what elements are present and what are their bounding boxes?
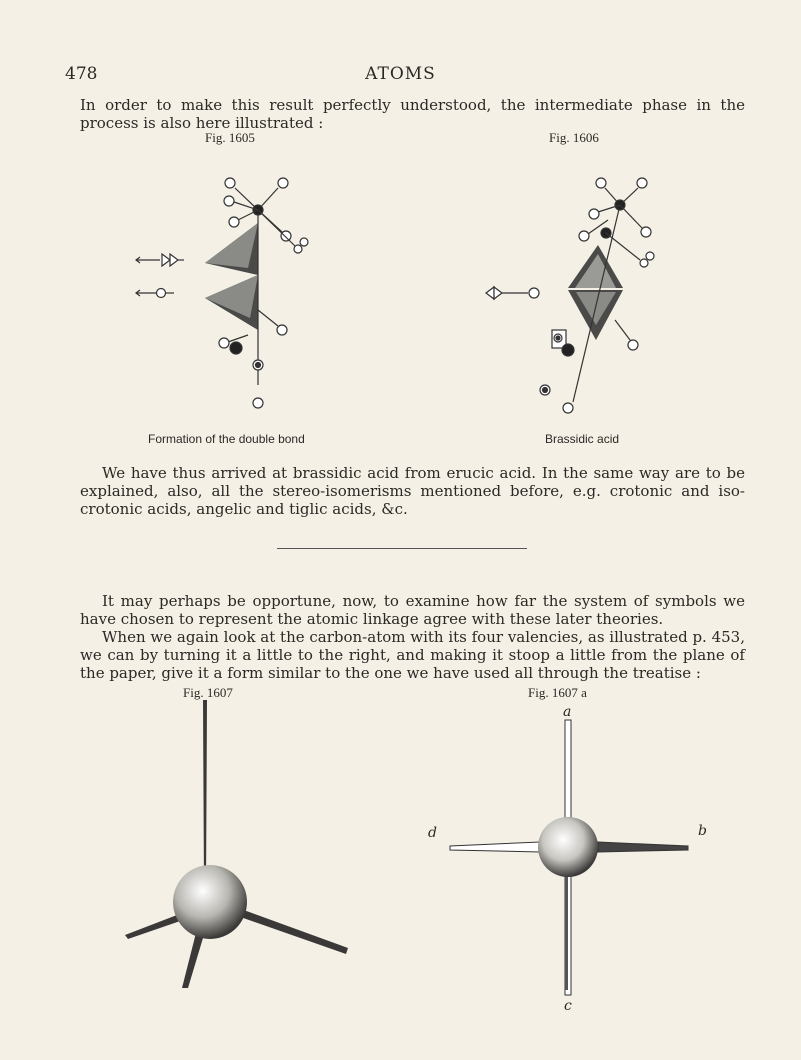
fig-1606-label: Fig. 1606 — [549, 130, 599, 145]
running-title: ATOMS — [365, 64, 436, 84]
paragraph-brassidic: We have thus arrived at brassidic acid from erucic acid. In the same way are to be explained, also, all the stereo-isomerisms mentioned before, e.g. crotonic and iso-crotonic acids, angelic and tiglic acids, &c. — [80, 464, 745, 518]
section-divider — [277, 548, 527, 549]
fig-1607a-label: Fig. 1607 a — [528, 685, 587, 700]
axis-letter-d: d — [428, 825, 437, 841]
paragraph-opportune: It may perhaps be opportune, now, to examine how far the system of symbols we have chosen to represent the atomic linkage agree with these later theories. — [80, 592, 745, 628]
fig-1605-label: Fig. 1605 — [205, 130, 255, 145]
fig-1607a-diagram — [440, 720, 700, 1000]
fig-1607-diagram — [120, 700, 360, 1000]
fig-1605-caption: Formation of the double bond — [148, 432, 305, 446]
fig-1605-diagram — [130, 150, 320, 420]
axis-letter-c: c — [564, 998, 572, 1014]
paragraph-intro: In order to make this result perfectly understood, the intermediate phase in the process is also here illustrated : — [80, 96, 745, 132]
axis-letter-b: b — [698, 823, 707, 839]
page-number: 478 — [65, 64, 98, 84]
axis-letter-a: a — [563, 704, 572, 720]
fig-1606-diagram — [480, 150, 670, 420]
fig-1606-caption: Brassidic acid — [545, 432, 620, 446]
paragraph-carbon-atom: When we again look at the carbon-atom with its four valencies, as illustrated p. 453, we can by turning it a little to the right, and making it stoop a little from the plane of the paper, give it a form similar to the one we have used all through the treatise : — [80, 628, 745, 682]
fig-1607-label: Fig. 1607 — [183, 685, 233, 700]
